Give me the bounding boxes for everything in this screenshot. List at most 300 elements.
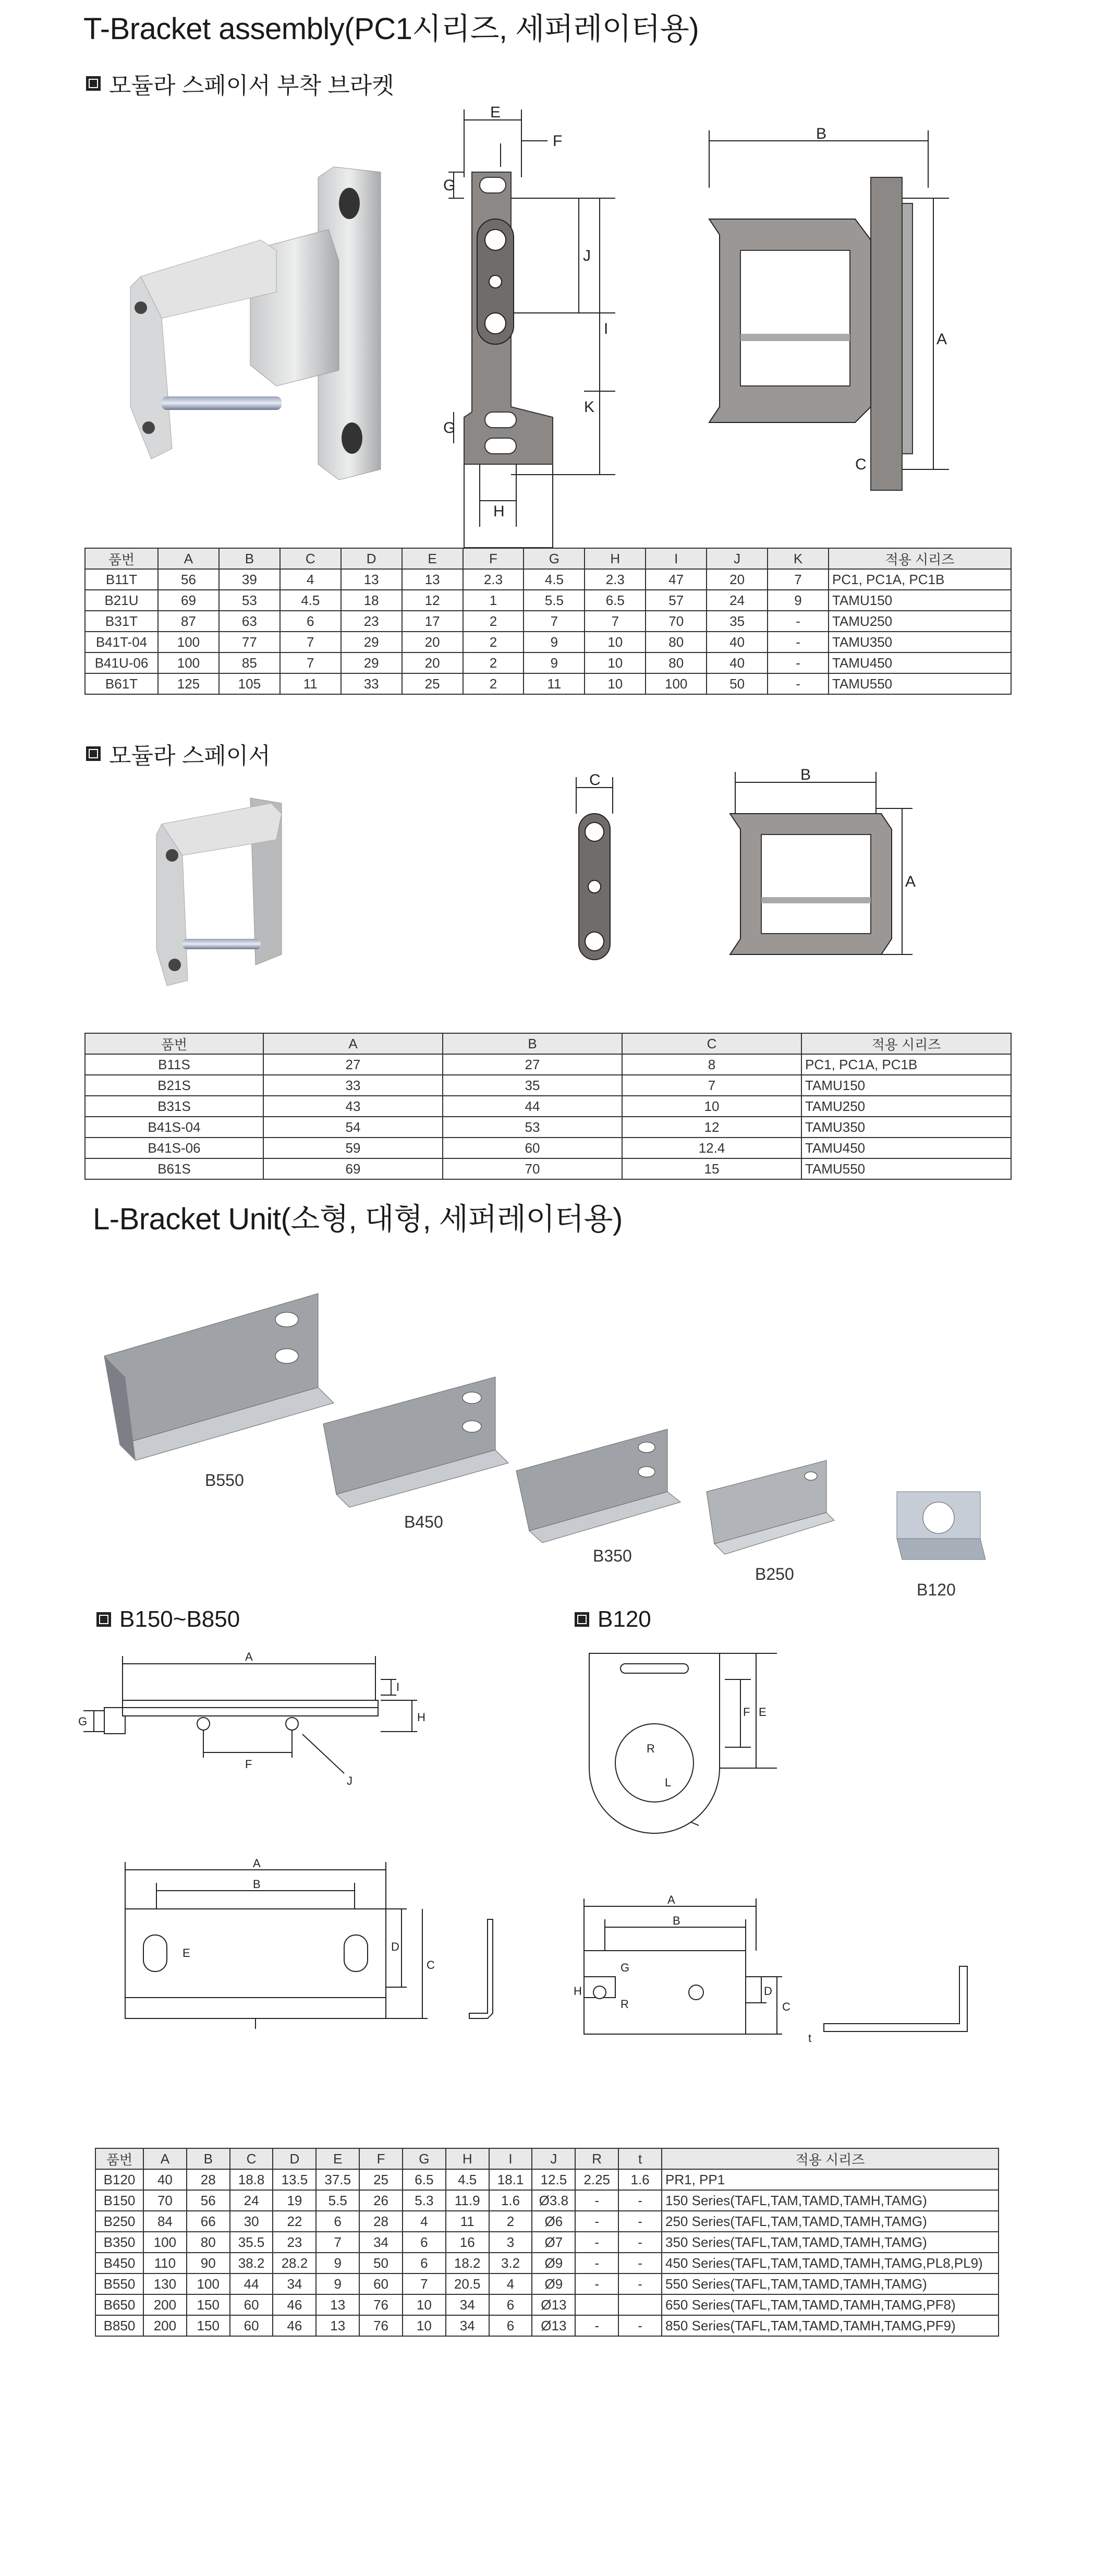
dim-label-l: L <box>665 1776 672 1789</box>
table-row <box>95 2253 999 2273</box>
table-cell: 12.5 <box>532 2169 575 2190</box>
dim-label-d: D <box>764 1985 772 1998</box>
table-cell: 39 <box>219 569 280 590</box>
square-bullet-icon <box>86 746 101 761</box>
dim-label-a: A <box>253 1857 261 1870</box>
table-cell: 50 <box>707 673 768 694</box>
lbracket-subtitle-left-text: B150~B850 <box>119 1606 240 1632</box>
dim-label-a: A <box>667 1893 675 1906</box>
table-cell: TAMU350 <box>829 632 1011 652</box>
table-cell: 60 <box>359 2273 403 2294</box>
table-cell: 20.5 <box>446 2273 489 2294</box>
column-header: 적용 시리즈 <box>829 548 1011 569</box>
table-cell: 850 Series(TAFL,TAM,TAMD,TAMH,TAMG,PF9) <box>662 2315 999 2336</box>
dim-label-e: E <box>183 1946 190 1960</box>
table-cell: TAMU450 <box>801 1138 1011 1158</box>
dim-label-t: t <box>808 2031 812 2045</box>
table-cell: 100 <box>187 2273 230 2294</box>
table-cell: B61S <box>85 1158 263 1179</box>
dim-label-e: E <box>490 104 501 121</box>
table-cell: 60 <box>230 2315 273 2336</box>
table-cell: 40 <box>143 2169 187 2190</box>
table-cell: 34 <box>359 2232 403 2253</box>
dim-label-f: F <box>743 1706 750 1719</box>
dim-label-c: C <box>589 771 601 789</box>
table-row <box>95 2315 999 2336</box>
tbracket-title: T-Bracket assembly(PC1시리즈, 세퍼레이터용) <box>83 12 699 46</box>
table-cell: 4 <box>489 2273 532 2294</box>
table-cell: 3.2 <box>489 2253 532 2273</box>
spacer-photo <box>151 793 302 991</box>
table-cell: TAMU250 <box>829 611 1011 632</box>
table-cell: 10 <box>585 673 646 694</box>
table-header-row <box>95 2148 999 2169</box>
table-cell: 16 <box>446 2232 489 2253</box>
lbracket-subtitle-right-text: B120 <box>598 1606 651 1632</box>
table-row <box>95 2190 999 2211</box>
table-cell: 29 <box>341 632 402 652</box>
table-cell: 2.3 <box>585 569 646 590</box>
table-cell: 6 <box>280 611 341 632</box>
table-cell: TAMU150 <box>801 1075 1011 1096</box>
dim-label-g: G <box>443 177 456 194</box>
table-cell: 85 <box>219 652 280 673</box>
table-cell: 125 <box>158 673 219 694</box>
dim-label-a: A <box>936 331 947 348</box>
table-cell: 6 <box>489 2294 532 2315</box>
table-cell: 46 <box>273 2315 316 2336</box>
table-cell: PR1, PP1 <box>662 2169 999 2190</box>
table-cell: 10 <box>403 2315 446 2336</box>
dim-label-r: R <box>647 1742 655 1755</box>
table-cell: 34 <box>273 2273 316 2294</box>
table-cell: 60 <box>230 2294 273 2315</box>
table-row <box>85 632 1011 652</box>
table-cell: 4.5 <box>280 590 341 611</box>
table-cell: 27 <box>263 1054 443 1075</box>
table-cell: Ø13 <box>532 2315 575 2336</box>
b120-top-drawing <box>568 1648 798 1867</box>
table-cell: B550 <box>95 2273 143 2294</box>
table-cell: B650 <box>95 2294 143 2315</box>
column-header: 적용 시리즈 <box>662 2148 999 2169</box>
table-cell: 77 <box>219 632 280 652</box>
table-cell: 9 <box>316 2253 359 2273</box>
table-cell: 5.5 <box>316 2190 359 2211</box>
table-cell: - <box>575 2232 618 2253</box>
dim-label-h: H <box>493 503 505 520</box>
table-cell: 4.5 <box>446 2169 489 2190</box>
lbracket-photo-b350 <box>506 1424 683 1544</box>
table-cell: 100 <box>158 632 219 652</box>
dim-label-i: I <box>396 1680 400 1694</box>
table-row <box>95 2232 999 2253</box>
table-cell: 1 <box>463 590 524 611</box>
table-cell: - <box>618 2273 662 2294</box>
column-header: H <box>446 2148 489 2169</box>
table-cell: 80 <box>646 632 707 652</box>
table-cell: - <box>618 2190 662 2211</box>
column-header: A <box>263 1033 443 1054</box>
dim-label-i: I <box>604 320 609 337</box>
column-header: G <box>524 548 585 569</box>
b150-front-drawing <box>115 1857 511 2034</box>
column-header: G <box>403 2148 446 2169</box>
table-cell: 63 <box>219 611 280 632</box>
table-row <box>95 2169 999 2190</box>
tbracket-side-drawing <box>443 99 615 520</box>
dim-label-h: H <box>574 1985 582 1998</box>
table-cell: 87 <box>158 611 219 632</box>
table-cell: 2.3 <box>463 569 524 590</box>
table-row <box>85 569 1011 590</box>
table-row <box>85 1138 1011 1158</box>
table-cell: 35 <box>443 1075 622 1096</box>
table-cell: 18.8 <box>230 2169 273 2190</box>
table-cell: 18 <box>341 590 402 611</box>
column-header: K <box>768 548 829 569</box>
table-cell: 2 <box>463 673 524 694</box>
table-cell: 56 <box>158 569 219 590</box>
table-cell: 24 <box>230 2190 273 2211</box>
table-cell: 12 <box>402 590 463 611</box>
table-cell: TAMU450 <box>829 652 1011 673</box>
table-cell: 80 <box>187 2232 230 2253</box>
table-cell: 20 <box>707 569 768 590</box>
column-header: J <box>707 548 768 569</box>
tbracket-photo <box>120 156 391 490</box>
table-cell: 28 <box>359 2211 403 2232</box>
table-cell: 100 <box>158 652 219 673</box>
table-cell: - <box>768 611 829 632</box>
dim-label-f: F <box>553 132 563 150</box>
table-cell: 2 <box>463 652 524 673</box>
table-row <box>85 1054 1011 1075</box>
column-header: C <box>280 548 341 569</box>
column-header: F <box>463 548 524 569</box>
square-bullet-icon <box>575 1612 589 1627</box>
table-cell: TAMU150 <box>829 590 1011 611</box>
column-header: E <box>402 548 463 569</box>
square-bullet-icon <box>86 76 101 91</box>
table-cell: B41T-04 <box>85 632 158 652</box>
table-cell: PC1, PC1A, PC1B <box>801 1054 1011 1075</box>
table-cell: 9 <box>768 590 829 611</box>
table-cell: 25 <box>359 2169 403 2190</box>
table-cell: TAMU350 <box>801 1117 1011 1138</box>
table-cell: 80 <box>646 652 707 673</box>
table-cell: - <box>618 2315 662 2336</box>
table-cell: 69 <box>263 1158 443 1179</box>
table-cell: 47 <box>646 569 707 590</box>
tbracket-front-drawing <box>688 125 959 490</box>
table-cell: 20 <box>402 632 463 652</box>
column-header: C <box>230 2148 273 2169</box>
table-cell: 6 <box>489 2315 532 2336</box>
table-cell: 11 <box>280 673 341 694</box>
column-header: R <box>575 2148 618 2169</box>
photo-caption: B450 <box>404 1513 443 1531</box>
table-cell: 66 <box>187 2211 230 2232</box>
table-cell: 9 <box>524 652 585 673</box>
table-cell: 13 <box>316 2315 359 2336</box>
table-cell: PC1, PC1A, PC1B <box>829 569 1011 590</box>
b150-side-drawing <box>73 1648 438 1794</box>
dim-label-r: R <box>621 1998 629 2011</box>
table-cell: 6 <box>403 2253 446 2273</box>
table-row <box>85 1117 1011 1138</box>
table-cell: 5.3 <box>403 2190 446 2211</box>
table-cell: 2 <box>463 611 524 632</box>
dim-label-c: C <box>855 456 867 473</box>
column-header: 적용 시리즈 <box>801 1033 1011 1054</box>
table-header-row <box>85 548 1011 569</box>
dim-label-a: A <box>245 1650 253 1663</box>
table-cell: 9 <box>524 632 585 652</box>
table-cell: 11.9 <box>446 2190 489 2211</box>
table-cell: - <box>575 2253 618 2273</box>
lbracket-photo-b450 <box>313 1372 511 1507</box>
table-cell: 150 Series(TAFL,TAM,TAMD,TAMH,TAMG) <box>662 2190 999 2211</box>
photo-caption: B120 <box>917 1580 956 1599</box>
table-cell: 70 <box>143 2190 187 2211</box>
table-cell: 250 Series(TAFL,TAM,TAMD,TAMH,TAMG) <box>662 2211 999 2232</box>
column-header: B <box>187 2148 230 2169</box>
table-cell <box>618 2294 662 2315</box>
table-cell: 18.1 <box>489 2169 532 2190</box>
table-cell: 100 <box>646 673 707 694</box>
column-header: J <box>532 2148 575 2169</box>
table-cell: 12 <box>622 1117 801 1138</box>
column-header: I <box>489 2148 532 2169</box>
table-cell: TAMU550 <box>829 673 1011 694</box>
dim-label-b: B <box>816 125 827 142</box>
table-cell: 11 <box>446 2211 489 2232</box>
tbracket-spec-table <box>84 548 1012 695</box>
table-cell: 22 <box>273 2211 316 2232</box>
spacer-spec-table <box>84 1033 1012 1180</box>
table-cell: 40 <box>707 652 768 673</box>
table-cell: Ø9 <box>532 2273 575 2294</box>
table-cell: 40 <box>707 632 768 652</box>
tbracket-subtitle-text: 모듈라 스페이서 부착 브라켓 <box>109 73 394 99</box>
table-cell: 43 <box>263 1096 443 1117</box>
table-cell: 33 <box>263 1075 443 1096</box>
table-row <box>95 2294 999 2315</box>
table-cell: 20 <box>402 652 463 673</box>
table-cell: 46 <box>273 2294 316 2315</box>
column-header: 품번 <box>85 548 158 569</box>
table-cell: 150 <box>187 2294 230 2315</box>
table-cell: 10 <box>403 2294 446 2315</box>
table-cell: 28.2 <box>273 2253 316 2273</box>
table-row <box>85 1158 1011 1179</box>
table-cell: 70 <box>443 1158 622 1179</box>
dim-label-k: K <box>584 398 595 416</box>
table-cell: 7 <box>585 611 646 632</box>
table-row <box>85 673 1011 694</box>
dim-label-b: B <box>253 1878 261 1891</box>
table-cell: B61T <box>85 673 158 694</box>
table-cell: 13.5 <box>273 2169 316 2190</box>
b120-front-drawing <box>563 1888 1012 2055</box>
table-cell: 23 <box>341 611 402 632</box>
table-cell: 2 <box>489 2211 532 2232</box>
table-cell: 10 <box>585 632 646 652</box>
dim-label-g2: G <box>443 419 456 437</box>
table-cell: 23 <box>273 2232 316 2253</box>
table-cell: 13 <box>402 569 463 590</box>
lbracket-photo-b250 <box>701 1455 837 1559</box>
column-header: D <box>341 548 402 569</box>
table-cell: 27 <box>443 1054 622 1075</box>
table-cell: 350 Series(TAFL,TAM,TAMD,TAMH,TAMG) <box>662 2232 999 2253</box>
column-header: E <box>316 2148 359 2169</box>
photo-caption: B350 <box>593 1546 632 1565</box>
table-cell: - <box>575 2211 618 2232</box>
table-cell: 29 <box>341 652 402 673</box>
table-cell: 4 <box>403 2211 446 2232</box>
lbracket-title: L-Bracket Unit(소형, 대형, 세퍼레이터용) <box>93 1202 623 1236</box>
dim-label-d: D <box>391 1940 399 1953</box>
dim-label-e: E <box>759 1706 767 1719</box>
table-cell: 17 <box>402 611 463 632</box>
table-cell: 38.2 <box>230 2253 273 2273</box>
table-cell: B250 <box>95 2211 143 2232</box>
table-cell: 26 <box>359 2190 403 2211</box>
table-cell: - <box>768 632 829 652</box>
table-cell: 60 <box>443 1138 622 1158</box>
table-cell: 50 <box>359 2253 403 2273</box>
table-cell: 150 <box>187 2315 230 2336</box>
table-cell: 550 Series(TAFL,TAM,TAMD,TAMH,TAMG) <box>662 2273 999 2294</box>
table-cell: B850 <box>95 2315 143 2336</box>
photo-caption: B550 <box>205 1471 244 1490</box>
column-header: B <box>219 548 280 569</box>
table-cell: 53 <box>443 1117 622 1138</box>
table-cell: 70 <box>646 611 707 632</box>
table-cell: 28 <box>187 2169 230 2190</box>
table-cell: Ø7 <box>532 2232 575 2253</box>
table-cell: 13 <box>316 2294 359 2315</box>
table-cell: 56 <box>187 2190 230 2211</box>
table-cell: 76 <box>359 2294 403 2315</box>
table-cell: 4.5 <box>524 569 585 590</box>
dim-label-b: B <box>800 766 811 783</box>
table-cell: 53 <box>219 590 280 611</box>
table-cell: 4 <box>280 569 341 590</box>
table-row <box>95 2273 999 2294</box>
table-cell: 2.25 <box>575 2169 618 2190</box>
table-cell: B21U <box>85 590 158 611</box>
spacer-front-drawing <box>720 767 939 975</box>
table-cell: 84 <box>143 2211 187 2232</box>
table-cell: - <box>768 652 829 673</box>
table-cell: 35.5 <box>230 2232 273 2253</box>
table-row <box>85 590 1011 611</box>
spacer-subtitle-text: 모듈라 스페이서 <box>109 743 271 769</box>
column-header: H <box>585 548 646 569</box>
table-cell: 10 <box>622 1096 801 1117</box>
table-cell: B120 <box>95 2169 143 2190</box>
table-cell: 7 <box>622 1075 801 1096</box>
dim-label-c: C <box>782 2000 790 2013</box>
table-cell: 34 <box>446 2315 489 2336</box>
table-cell: 10 <box>585 652 646 673</box>
table-cell: B11S <box>85 1054 263 1075</box>
column-header: D <box>273 2148 316 2169</box>
table-cell: 7 <box>768 569 829 590</box>
table-cell: 6 <box>316 2211 359 2232</box>
table-cell: 105 <box>219 673 280 694</box>
table-cell <box>575 2294 618 2315</box>
dim-label-c: C <box>427 1958 435 1972</box>
table-cell: 7 <box>524 611 585 632</box>
table-cell: 13 <box>341 569 402 590</box>
table-cell: 11 <box>524 673 585 694</box>
table-cell: B150 <box>95 2190 143 2211</box>
table-cell: B41S-06 <box>85 1138 263 1158</box>
table-cell: 100 <box>143 2232 187 2253</box>
table-cell: Ø3.8 <box>532 2190 575 2211</box>
table-cell: 130 <box>143 2273 187 2294</box>
spacer-side-drawing <box>553 772 636 970</box>
table-cell: 90 <box>187 2253 230 2273</box>
column-header: B <box>443 1033 622 1054</box>
table-cell: 110 <box>143 2253 187 2273</box>
table-cell: 7 <box>316 2232 359 2253</box>
table-cell: 30 <box>230 2211 273 2232</box>
dim-label-f: F <box>245 1758 252 1771</box>
table-cell: 200 <box>143 2294 187 2315</box>
table-cell: - <box>575 2315 618 2336</box>
table-header-row <box>85 1033 1011 1054</box>
table-cell: 19 <box>273 2190 316 2211</box>
table-cell: 69 <box>158 590 219 611</box>
lbracket-photo-b120 <box>886 1481 991 1570</box>
table-cell: - <box>768 673 829 694</box>
table-cell: B450 <box>95 2253 143 2273</box>
table-cell: - <box>575 2273 618 2294</box>
lbracket-spec-table <box>95 2148 999 2337</box>
table-row <box>85 1075 1011 1096</box>
table-cell: 3 <box>489 2232 532 2253</box>
table-cell: 1.6 <box>618 2169 662 2190</box>
table-cell: 15 <box>622 1158 801 1179</box>
column-header: A <box>143 2148 187 2169</box>
table-cell: 650 Series(TAFL,TAM,TAMD,TAMH,TAMG,PF8) <box>662 2294 999 2315</box>
lbracket-subtitle-left <box>96 1606 240 1632</box>
table-cell: 24 <box>707 590 768 611</box>
table-cell: 37.5 <box>316 2169 359 2190</box>
table-cell: Ø6 <box>532 2211 575 2232</box>
table-cell: 7 <box>280 652 341 673</box>
column-header: A <box>158 548 219 569</box>
table-cell: - <box>618 2253 662 2273</box>
table-cell: 57 <box>646 590 707 611</box>
tbracket-subtitle <box>86 67 394 100</box>
table-cell: B31T <box>85 611 158 632</box>
table-cell: B41S-04 <box>85 1117 263 1138</box>
dim-label-h: H <box>417 1711 425 1724</box>
table-cell: 18.2 <box>446 2253 489 2273</box>
table-cell: B31S <box>85 1096 263 1117</box>
dim-label-j: J <box>347 1774 352 1787</box>
table-cell: 6.5 <box>403 2169 446 2190</box>
table-cell: 5.5 <box>524 590 585 611</box>
table-cell: - <box>618 2232 662 2253</box>
lbracket-subtitle-right <box>575 1606 651 1632</box>
